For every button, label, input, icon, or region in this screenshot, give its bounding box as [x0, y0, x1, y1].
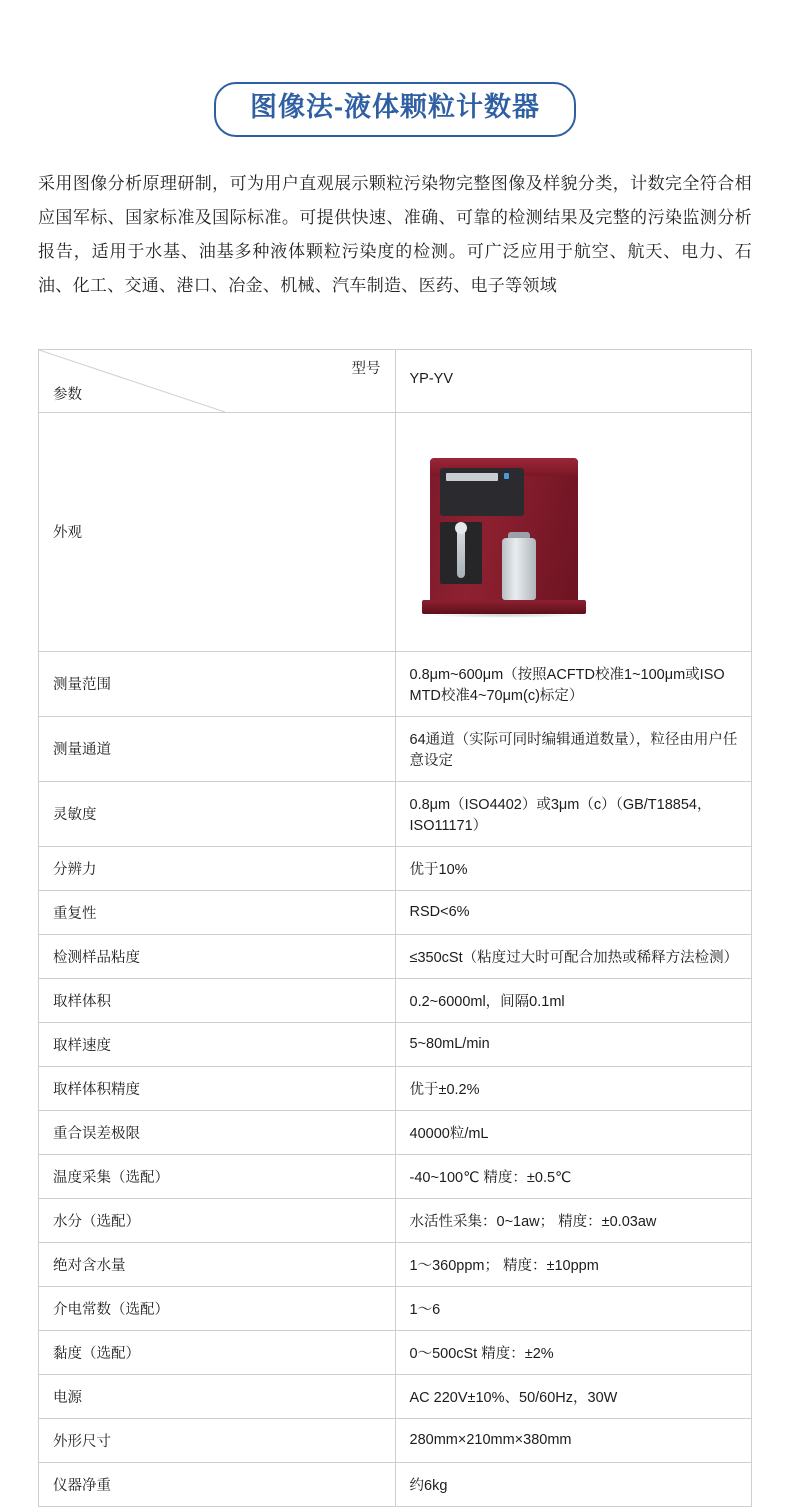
spec-label: 水分（选配）	[39, 1198, 396, 1242]
spec-label: 重合误差极限	[39, 1110, 396, 1154]
spec-value: 水活性采集：0~1aw； 精度：±0.03aw	[395, 1198, 752, 1242]
table-row	[39, 781, 752, 846]
spec-label: 介电常数（选配）	[39, 1286, 396, 1330]
spec-label: 外形尺寸	[39, 1418, 396, 1462]
spec-label: 仪器净重	[39, 1462, 396, 1506]
spec-value: ≤350cSt（粘度过大时可配合加热或稀释方法检测）	[395, 934, 752, 978]
spec-value: AC 220V±10%、50/60Hz，30W	[395, 1374, 752, 1418]
table-row	[39, 1374, 752, 1418]
spec-label: 取样速度	[39, 1022, 396, 1066]
device-image	[406, 452, 606, 628]
spec-label: 灵敏度	[39, 781, 396, 846]
appearance-label: 外观	[39, 412, 396, 651]
device-sample-bottle	[502, 538, 536, 600]
header-diagonal-cell	[39, 349, 396, 412]
spec-label: 取样体积	[39, 978, 396, 1022]
table-row	[39, 716, 752, 781]
device-shadow	[426, 612, 582, 618]
table-row	[39, 1286, 752, 1330]
title-section	[0, 0, 790, 137]
device-screen	[440, 468, 524, 516]
spec-value: 280mm×210mm×380mm	[395, 1418, 752, 1462]
table-row	[39, 1462, 752, 1506]
spec-label: 取样体积精度	[39, 1066, 396, 1110]
device-screen-indicator	[504, 473, 509, 479]
table-row	[39, 1330, 752, 1374]
table-row	[39, 1022, 752, 1066]
header-model-value-cell	[395, 349, 752, 412]
header-param-label: 参数	[53, 386, 82, 403]
spec-label: 绝对含水量	[39, 1242, 396, 1286]
spec-label: 测量通道	[39, 716, 396, 781]
intro-paragraph: 采用图像分析原理研制，可为用户直观展示颗粒污染物完整图像及样貌分类，计数完全符合相应国军标、国家标准及国际标准。可提供快速、准确、可靠的检测结果及完整的污染监测分析报告，适用于水基、油基多种液体颗粒污染度的检测。可广泛应用于航空、航天、电力、石油、化工、交通、港口、冶金、机械、汽车制造、医药、电子等领域	[38, 173, 752, 295]
spec-value: 0.8μm~600μm（按照ACFTD校准1~100μm或ISO MTD校准4~70μm(c)标定）	[395, 651, 752, 716]
table-row	[39, 1154, 752, 1198]
spec-table-wrapper	[38, 349, 752, 1507]
spec-table-body	[39, 349, 752, 1506]
spec-value: 约6kg	[395, 1462, 752, 1506]
spec-label: 检测样品粘度	[39, 934, 396, 978]
spec-value: 0.2~6000ml，间隔0.1ml	[395, 978, 752, 1022]
table-row	[39, 934, 752, 978]
table-row	[39, 1110, 752, 1154]
spec-value: 5~80mL/min	[395, 1022, 752, 1066]
table-row	[39, 1418, 752, 1462]
spec-value: 1～6	[395, 1286, 752, 1330]
table-row	[39, 978, 752, 1022]
spec-label: 测量范围	[39, 651, 396, 716]
spec-table	[38, 349, 752, 1507]
table-row	[39, 651, 752, 716]
spec-value: 1～360ppm； 精度：±10ppm	[395, 1242, 752, 1286]
spec-value: 优于±0.2%	[395, 1066, 752, 1110]
spec-label: 温度采集（选配）	[39, 1154, 396, 1198]
spec-value: -40~100℃ 精度：±0.5℃	[395, 1154, 752, 1198]
appearance-image-cell	[395, 412, 752, 651]
device-tube	[457, 528, 465, 578]
spec-value: 0.8μm（ISO4402）或3μm（c）（GB/T18854，ISO11171）	[395, 781, 752, 846]
table-header-row	[39, 349, 752, 412]
device-screen-bar	[446, 473, 498, 481]
spec-value: 优于10%	[395, 846, 752, 890]
table-row	[39, 1198, 752, 1242]
spec-label: 电源	[39, 1374, 396, 1418]
spec-value: 64通道（实际可同时编辑通道数量），粒径由用户任意设定	[395, 716, 752, 781]
spec-value: RSD<6%	[395, 890, 752, 934]
table-row	[39, 1242, 752, 1286]
header-model-value: YP-YV	[409, 370, 454, 387]
table-row	[39, 1066, 752, 1110]
table-row	[39, 890, 752, 934]
table-row	[39, 846, 752, 890]
spec-label: 黏度（选配）	[39, 1330, 396, 1374]
spec-value: 40000粒/mL	[395, 1110, 752, 1154]
device-knob	[455, 522, 467, 534]
page-title: 图像法-液体颗粒计数器	[250, 92, 540, 122]
appearance-row	[39, 412, 752, 651]
spec-label: 重复性	[39, 890, 396, 934]
spec-label: 分辨力	[39, 846, 396, 890]
spec-value: 0～500cSt 精度：±2%	[395, 1330, 752, 1374]
title-banner	[214, 82, 576, 137]
header-model-label: 型号	[351, 360, 381, 377]
